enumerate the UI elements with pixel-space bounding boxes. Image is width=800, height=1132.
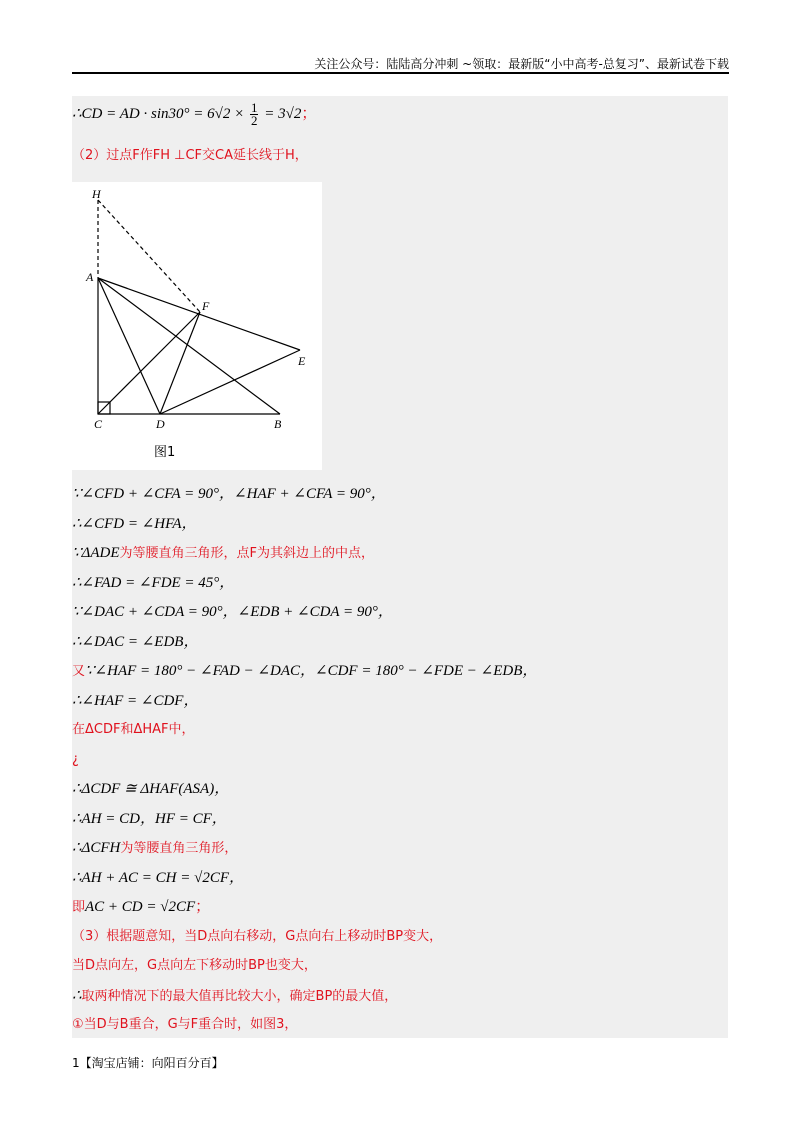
solution-content (72, 96, 728, 1038)
fraction-one-half (250, 102, 259, 127)
eq-cd-left: ∴CD = AD · sin30° = 6√2 × (72, 105, 245, 122)
statement-in-triangles: 在ΔCDF和ΔHAF中， (72, 722, 195, 737)
header-divider (72, 72, 729, 74)
line-ad (98, 278, 160, 414)
eq-angle-sum: ∵∠CFD + ∠CFA = 90°，∠HAF + ∠CFA = 90°， (72, 486, 386, 502)
figure-diagram (72, 182, 322, 470)
figure-caption: 图1 (154, 445, 176, 460)
fraction-numerator: 1 (250, 100, 258, 115)
eq-haf-cdf: ∴∠HAF = ∠CDF， (72, 693, 199, 709)
statement-isosceles-ade (72, 543, 374, 564)
page-header: 关注公众号：陆陆高分冲刺 ~领取：最新版“小中高考-总复习”、最新试卷下载 (314, 57, 729, 71)
eq-dac-cda: ∵∠DAC + ∠CDA = 90°，∠EDB + ∠CDA = 90°， (72, 604, 393, 620)
line-cf (98, 312, 200, 414)
eq-haf-cdf-text: ∵∠HAF = 180° − ∠FAD − ∠DAC，∠CDF = 180° − ∠FDE − ∠EDB， (85, 663, 538, 679)
text-isosceles-cfh: 为等腰直角三角形， (120, 841, 238, 856)
part3-line3 (72, 986, 397, 1007)
eq-fad-fde: ∴∠FAD = ∠FDE = 45°， (72, 575, 235, 591)
part3-line3-text: 取两种情况下的最大值再比较大小，确定BP的最大值， (81, 989, 398, 1004)
eq-conclusion-punct: ； (195, 899, 211, 915)
math-ade: ∵ΔADE (72, 545, 120, 561)
word-namely: 即 (72, 900, 86, 915)
eq-cd-right: = 3√2 (264, 105, 302, 122)
eq-ch-root2-cf: ∴AH + AC = CH = √2CF， (72, 870, 245, 886)
eq-cd (72, 102, 316, 127)
eq-cfd-hfa: ∴∠CFD = ∠HFA， (72, 516, 197, 532)
geometry-figure-1 (72, 182, 322, 470)
word-also: 又 (72, 664, 86, 679)
label-f: F (202, 299, 210, 313)
math-cfh: ∴ΔCFH (72, 840, 121, 856)
eq-congruent-asa: ∴ΔCDF ≅ ΔHAF(ASA)， (72, 781, 230, 797)
eq-dac-edb: ∴∠DAC = ∠EDB， (72, 634, 199, 650)
placeholder-glyph: ¿ (72, 752, 79, 767)
eq-cd-punct: ； (301, 105, 317, 122)
eq-conclusion-text: AC + CD = √2CF (85, 899, 196, 915)
line-ab (98, 278, 280, 414)
part3-line2: 当D点向左，G点向左下移动时BP也变大， (72, 958, 317, 973)
statement-isosceles-cfh (72, 838, 237, 859)
label-h: H (92, 187, 101, 201)
line-hf-dashed (98, 200, 200, 312)
label-d: D (156, 417, 165, 431)
label-b: B (274, 417, 282, 431)
part2-heading: （2）过点F作FH ⊥CF交CA延长线于H， (72, 148, 308, 163)
part3-case1: ①当D与B重合，G与F重合时，如图3， (72, 1017, 298, 1032)
therefore-symbol: ∴ (72, 988, 82, 1004)
text-isosceles-ade: 为等腰直角三角形，点F为其斜边上的中点， (119, 546, 374, 561)
page-footer: 1【淘宝店铺：向阳百分百】 (72, 1056, 224, 1070)
eq-haf-cdf-def (72, 661, 537, 682)
eq-conclusion (72, 897, 210, 918)
label-e: E (298, 354, 306, 368)
label-a: A (86, 270, 94, 284)
label-c: C (94, 417, 103, 431)
eq-ah-cd-hf-cf: ∴AH = CD，HF = CF， (72, 811, 227, 827)
fraction-denominator: 2 (250, 113, 258, 128)
part3-heading: （3）根据题意知，当D点向右移动，G点向右上移动时BP变大， (72, 929, 443, 944)
